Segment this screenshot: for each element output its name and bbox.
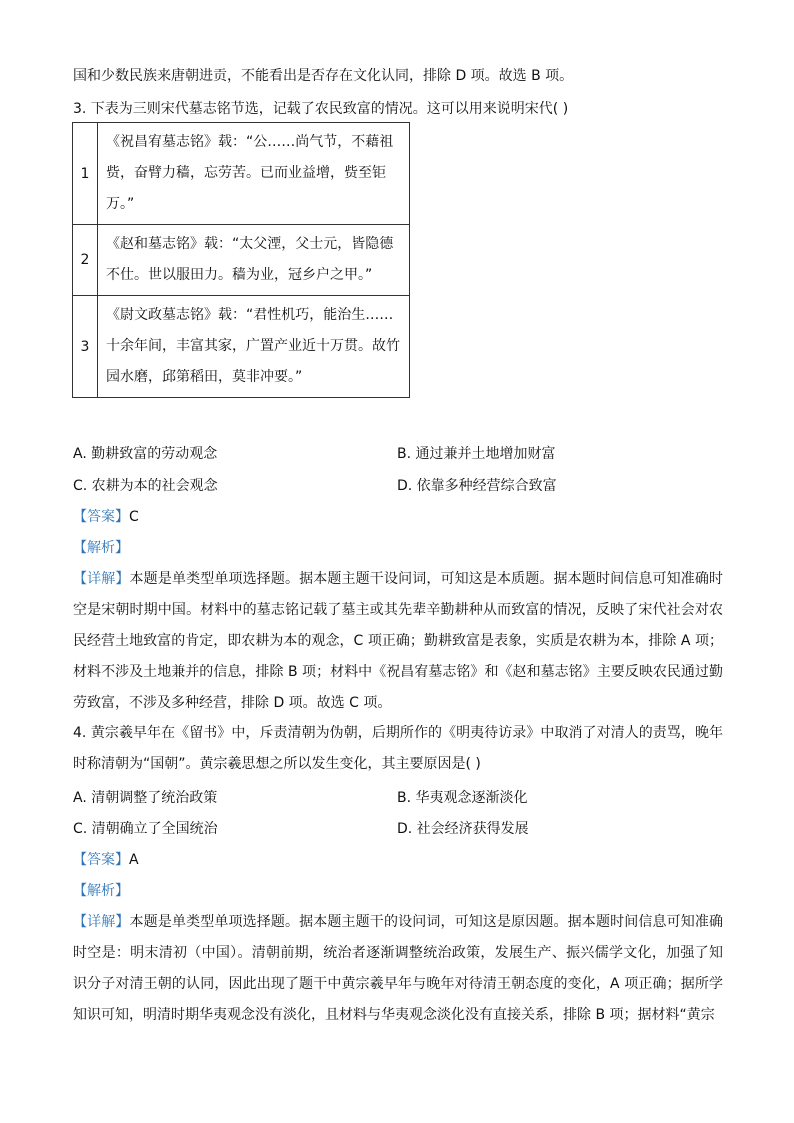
table-row bbox=[73, 123, 410, 225]
detail-tag: 【详解】 bbox=[73, 571, 130, 587]
previous-answer-tail: 国和少数民族来唐朝进贡，不能看出是否存在文化认同，排除 D 项。故选 B 项。 bbox=[73, 68, 574, 84]
question-4-stem: 4. 黄宗羲早年在《留书》中，斥责清朝为伪朝，后期所作的《明夷待访录》中取消了对清人的责骂，晚年时称清朝为“国朝”。黄宗羲思想之所以发生变化，其主要原因是( ) bbox=[73, 725, 723, 772]
analysis-tag-text: 【解析】 bbox=[73, 883, 129, 899]
question-3-table bbox=[72, 122, 410, 398]
option-a: A. 勤耕致富的劳动观念 bbox=[73, 446, 218, 462]
option-a: A. 清朝调整了统治政策 bbox=[73, 790, 218, 806]
analysis-tag bbox=[73, 881, 129, 901]
question-3-stem: 3. 下表为三则宋代墓志铭节选，记载了农民致富的情况。这可以用来说明宋代( ) bbox=[73, 101, 569, 117]
option-d: D. 社会经济获得发展 bbox=[397, 821, 529, 837]
answer-tag: 【答案】 bbox=[73, 509, 129, 525]
analysis-tag bbox=[73, 538, 129, 558]
explanation-paragraph bbox=[73, 907, 723, 1031]
table-row bbox=[73, 296, 410, 398]
epitaph-excerpt: 《尉文政墓志铭》载：“君性机巧，能治生……十余年间，丰富其家，广置产业近十万贯。故竹园水磨，邱第稻田，莫非冲要。” bbox=[98, 296, 410, 398]
row-number: 3 bbox=[73, 296, 98, 398]
option-b: B. 通过兼并土地增加财富 bbox=[397, 446, 556, 462]
row-number: 1 bbox=[73, 123, 98, 225]
explanation-text: 本题是单类型单项选择题。据本题主题干设问词，可知这是本质题。据本题时间信息可知准确时空是宋朝时期中国。材料中的墓志铭记载了墓主或其先辈辛勤耕种从而致富的情况，反映了宋代社会对农民经营土地致富的肯定，即农耕为本的观念，C 项正确；勤耕致富是表象，实质是农耕为本，排除 A 项；材料不涉及土地兼并的信息，排除 B 项；材料中《祝昌宥墓志铭》和《赵和墓志铭》主要反映农民通过勤劳致富，不涉及多种经营，排除 D 项。故选 C 项。 bbox=[73, 571, 724, 711]
explanation-paragraph bbox=[73, 564, 723, 719]
answer-line bbox=[73, 850, 139, 870]
answer-line bbox=[73, 507, 139, 527]
table-row bbox=[73, 225, 410, 296]
answer-value: C bbox=[129, 509, 139, 525]
answer-tag: 【答案】 bbox=[73, 852, 129, 868]
analysis-tag-text: 【解析】 bbox=[73, 540, 129, 556]
option-b: B. 华夷观念逐渐淡化 bbox=[397, 790, 528, 806]
detail-tag: 【详解】 bbox=[73, 914, 130, 930]
option-c: C. 清朝确立了全国统治 bbox=[73, 821, 218, 837]
epitaph-excerpt: 《赵和墓志铭》载：“太父湮，父士元，皆隐德不仕。世以服田力。穑为业，冠乡户之甲。” bbox=[98, 225, 410, 296]
option-c: C. 农耕为本的社会观念 bbox=[73, 478, 218, 494]
row-number: 2 bbox=[73, 225, 98, 296]
explanation-text: 本题是单类型单项选择题。据本题主题干的设问词，可知这是原因题。据本题时间信息可知准确时空是：明末清初（中国）。清朝前期，统治者逐渐调整统治政策，发展生产、振兴儒学文化，加强了知识分子对清王朝的认同，因此出现了题干中黄宗羲早年与晚年对待清王朝态度的变化，A 项正确；据所学知识可知，明清时期华夷观念没有淡化，且材料与华夷观念淡化没有直接关系，排除 B 项；据材料“黄宗 bbox=[73, 914, 724, 1023]
epitaph-excerpt: 《祝昌宥墓志铭》载：“公……尚气节，不藉祖赀，奋臂力穑，忘劳苦。已而业益增，赀至钜万。” bbox=[98, 123, 410, 225]
answer-value: A bbox=[129, 852, 139, 868]
option-d: D. 依靠多种经营综合致富 bbox=[397, 478, 557, 494]
